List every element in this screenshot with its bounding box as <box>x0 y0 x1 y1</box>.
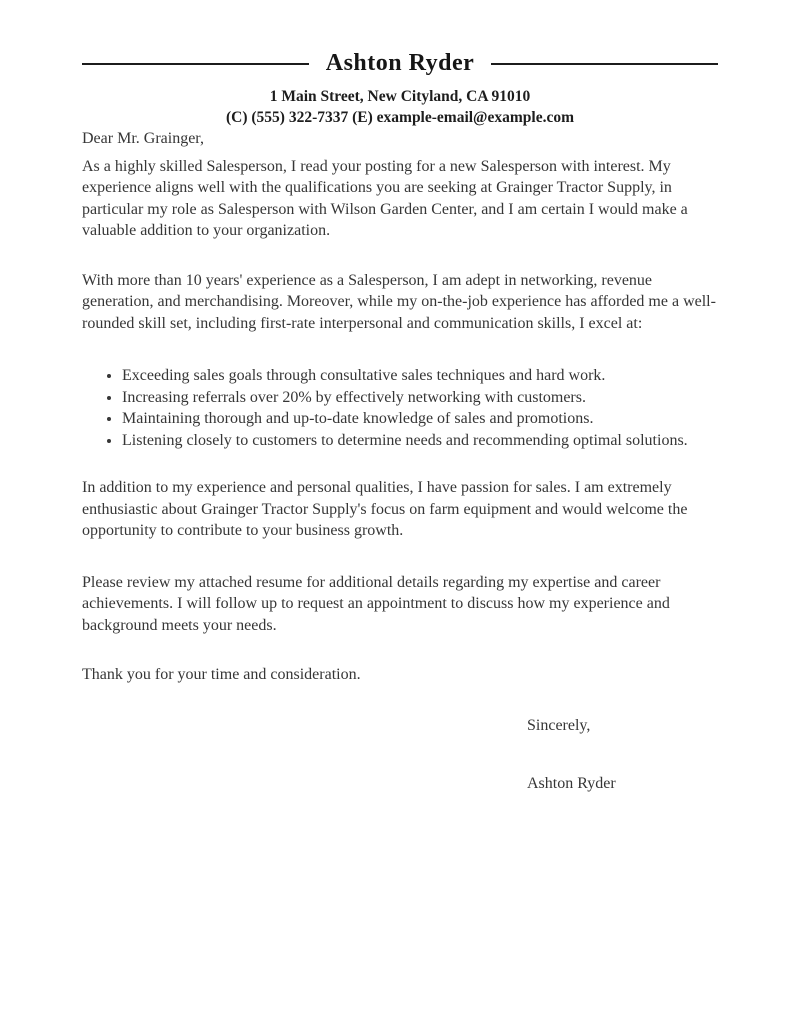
signoff-block <box>527 715 718 795</box>
header-contact-block <box>82 86 718 128</box>
header-phone-email: (C) (555) 322-7337 (E) example-email@example.com <box>225 109 574 126</box>
header-name: Ashton Ryder <box>325 50 475 76</box>
paragraph-thanks: Thank you for your time and consideration. <box>82 666 361 683</box>
paragraph-resume: Please review my attached resume for additional details regarding my expertise and career achievements. I will follow up to request an appointment to discuss how my experience and background meets your needs. <box>82 573 670 634</box>
letter-body <box>82 128 718 795</box>
list-item: • Exceeding sales goals through consultative sales techniques and hard work. <box>122 365 718 387</box>
paragraph-passion: In addition to my experience and personal qualities, I have passion for sales. I am extremely enthusiastic about Grainger Tractor Supply's focus on farm equipment and would welcome the opportunity to contribute to your business growth. <box>82 479 688 539</box>
paragraph-intro: As a highly skilled Salesperson, I read your posting for a new Salesperson with interest. My experience aligns well with the qualifications you are seeking at Grainger Tractor Supply, in particular my role as Salesperson with Wilson Garden Center, and I am certain I would make a valuable addition to your organization. <box>82 157 688 239</box>
header-rule-left <box>82 63 309 65</box>
header-rule-right <box>491 63 718 65</box>
skills-list <box>82 365 718 451</box>
signature-name: Ashton Ryder <box>527 775 616 792</box>
signoff: Sincerely, <box>527 716 591 734</box>
salutation: Dear Mr. Grainger, <box>82 130 204 147</box>
header-name-row <box>82 50 718 77</box>
list-item: • Maintaining thorough and up-to-date knowledge of sales and promotions. <box>122 408 718 430</box>
list-item: • Listening closely to customers to determine needs and recommending optimal solutions. <box>122 430 718 452</box>
list-item: • Increasing referrals over 20% by effectively networking with customers. <box>122 387 718 409</box>
paragraph-experience: With more than 10 years' experience as a Salesperson, I am adept in networking, revenue generation, and merchandising. Moreover, while my on-the-job experience has afforded me a well-rounded skill set, including first-rate interpersonal and communication skills, I excel at: <box>82 271 716 332</box>
header-address: 1 Main Street, New Cityland, CA 91010 <box>269 88 531 105</box>
